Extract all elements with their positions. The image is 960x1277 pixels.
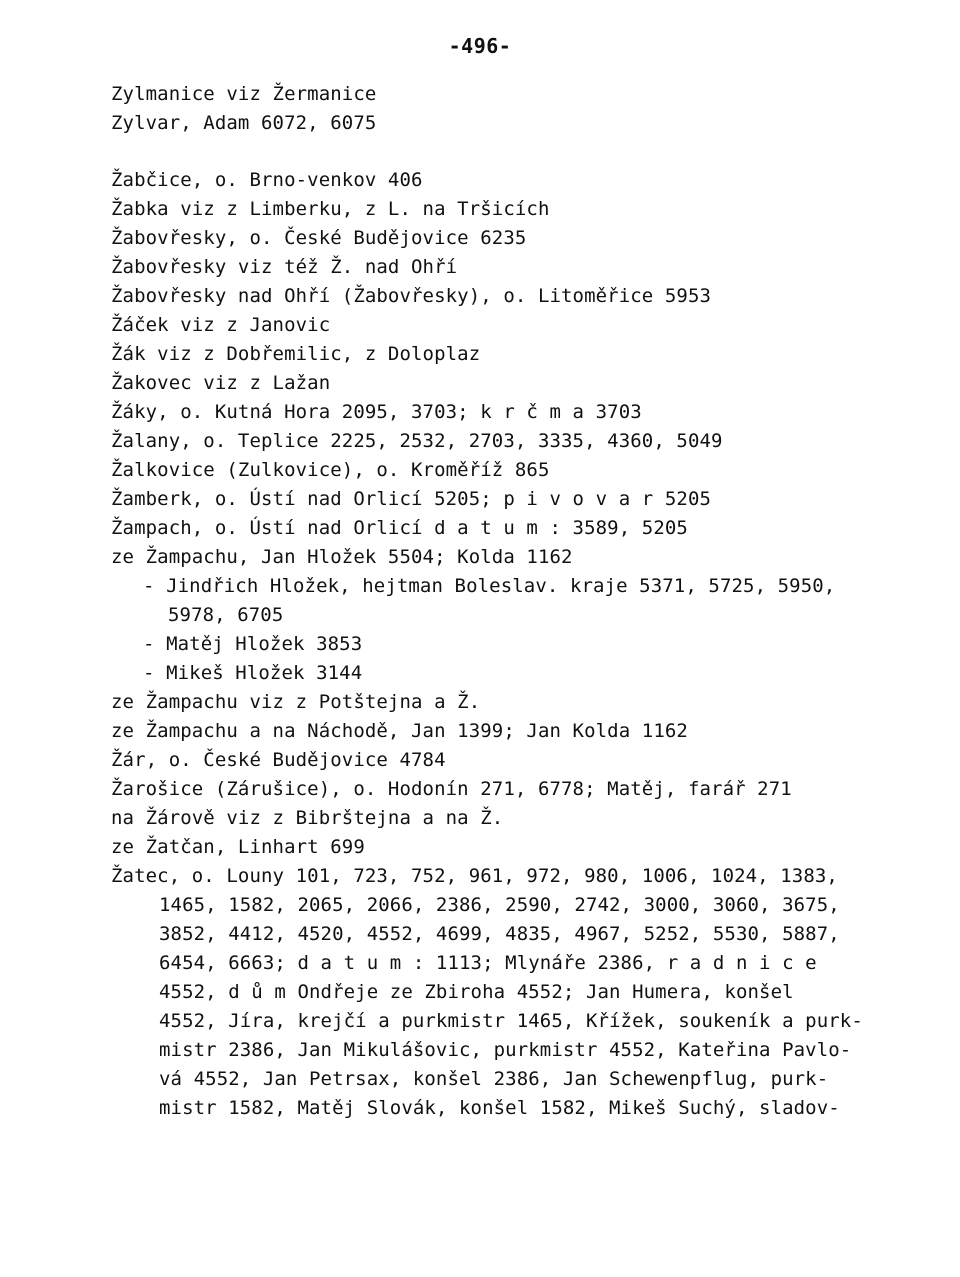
index-entry: Žabčice, o. Brno-venkov 406 (111, 169, 423, 191)
index-entry-continuation: vá 4552, Jan Petrsax, konšel 2386, Jan Schewenpflug, purk- (159, 1068, 829, 1090)
index-subentry: - Mikeš Hložek 3144 (143, 662, 363, 684)
index-entry-continuation: 3852, 4412, 4520, 4552, 4699, 4835, 4967, 5252, 5530, 5887, (159, 923, 840, 945)
index-entry: Žák viz z Dobřemilic, z Doloplaz (111, 343, 481, 365)
index-entry-continuation: mistr 2386, Jan Mikulášovic, purkmistr 4552, Kateřina Pavlo- (159, 1039, 852, 1061)
index-entry: ze Žampachu a na Náchodě, Jan 1399; Jan Kolda 1162 (111, 720, 688, 742)
index-entry-continuation: 6454, 6663; d a t u m : 1113; Mlynáře 2386, r a d n i c e (159, 952, 817, 974)
index-entry-continuation: mistr 1582, Matěj Slovák, konšel 1582, Mikeš Suchý, sladov- (159, 1097, 840, 1119)
index-subentry: - Jindřich Hložek, hejtman Boleslav. kraje 5371, 5725, 5950, (143, 575, 836, 597)
index-entry-continuation: 1465, 1582, 2065, 2066, 2386, 2590, 2742, 3000, 3060, 3675, (159, 894, 840, 916)
index-entry: Žatec, o. Louny 101, 723, 752, 961, 972, 980, 1006, 1024, 1383, (111, 865, 838, 887)
index-entry: Zylvar, Adam 6072, 6075 (111, 112, 377, 134)
index-entry: Žampach, o. Ústí nad Orlicí d a t u m : 3589, 5205 (111, 517, 688, 539)
index-entries (111, 80, 901, 1123)
page-number: -496- (448, 34, 512, 58)
index-entry: ze Žampachu, Jan Hložek 5504; Kolda 1162 (111, 546, 573, 568)
index-entry: Žabovřesky, o. České Budějovice 6235 (111, 227, 527, 249)
index-entry: Žabovřesky nad Ohří (Žabovřesky), o. Litoměřice 5953 (111, 285, 712, 307)
index-subentry: - Matěj Hložek 3853 (143, 633, 363, 655)
index-entry-continuation: 4552, Jíra, krejčí a purkmistr 1465, Křížek, soukeník a purk- (159, 1010, 863, 1032)
index-subentry-continuation: 5978, 6705 (168, 604, 284, 626)
index-entry: Žabka viz z Limberku, z L. na Tršicích (111, 198, 550, 220)
section-gap (111, 138, 901, 166)
index-entry: ze Žampachu viz z Potštejna a Ž. (111, 691, 481, 713)
index-entry: Žalkovice (Zulkovice), o. Kroměříž 865 (111, 459, 550, 481)
index-entry: na Žárově viz z Bibrštejna a na Ž. (111, 807, 504, 829)
index-entry: Žakovec viz z Lažan (111, 372, 331, 394)
index-entry: Žáček viz z Janovic (111, 314, 331, 336)
index-entry: Zylmanice viz Žermanice (111, 83, 377, 105)
index-entry: Žabovřesky viz též Ž. nad Ohří (111, 256, 458, 278)
index-entry: Žáky, o. Kutná Hora 2095, 3703; k r č m a 3703 (111, 401, 642, 423)
index-entry: Žár, o. České Budějovice 4784 (111, 749, 446, 771)
index-entry-continuation: 4552, d ů m Ondřeje ze Zbiroha 4552; Jan Humera, konšel (159, 981, 794, 1003)
index-entry: Žalany, o. Teplice 2225, 2532, 2703, 3335, 4360, 5049 (111, 430, 723, 452)
index-entry: ze Žatčan, Linhart 699 (111, 836, 365, 858)
index-entry: Žarošice (Zárušice), o. Hodonín 271, 6778; Matěj, farář 271 (111, 778, 792, 800)
index-entry: Žamberk, o. Ústí nad Orlicí 5205; p i v o v a r 5205 (111, 488, 712, 510)
